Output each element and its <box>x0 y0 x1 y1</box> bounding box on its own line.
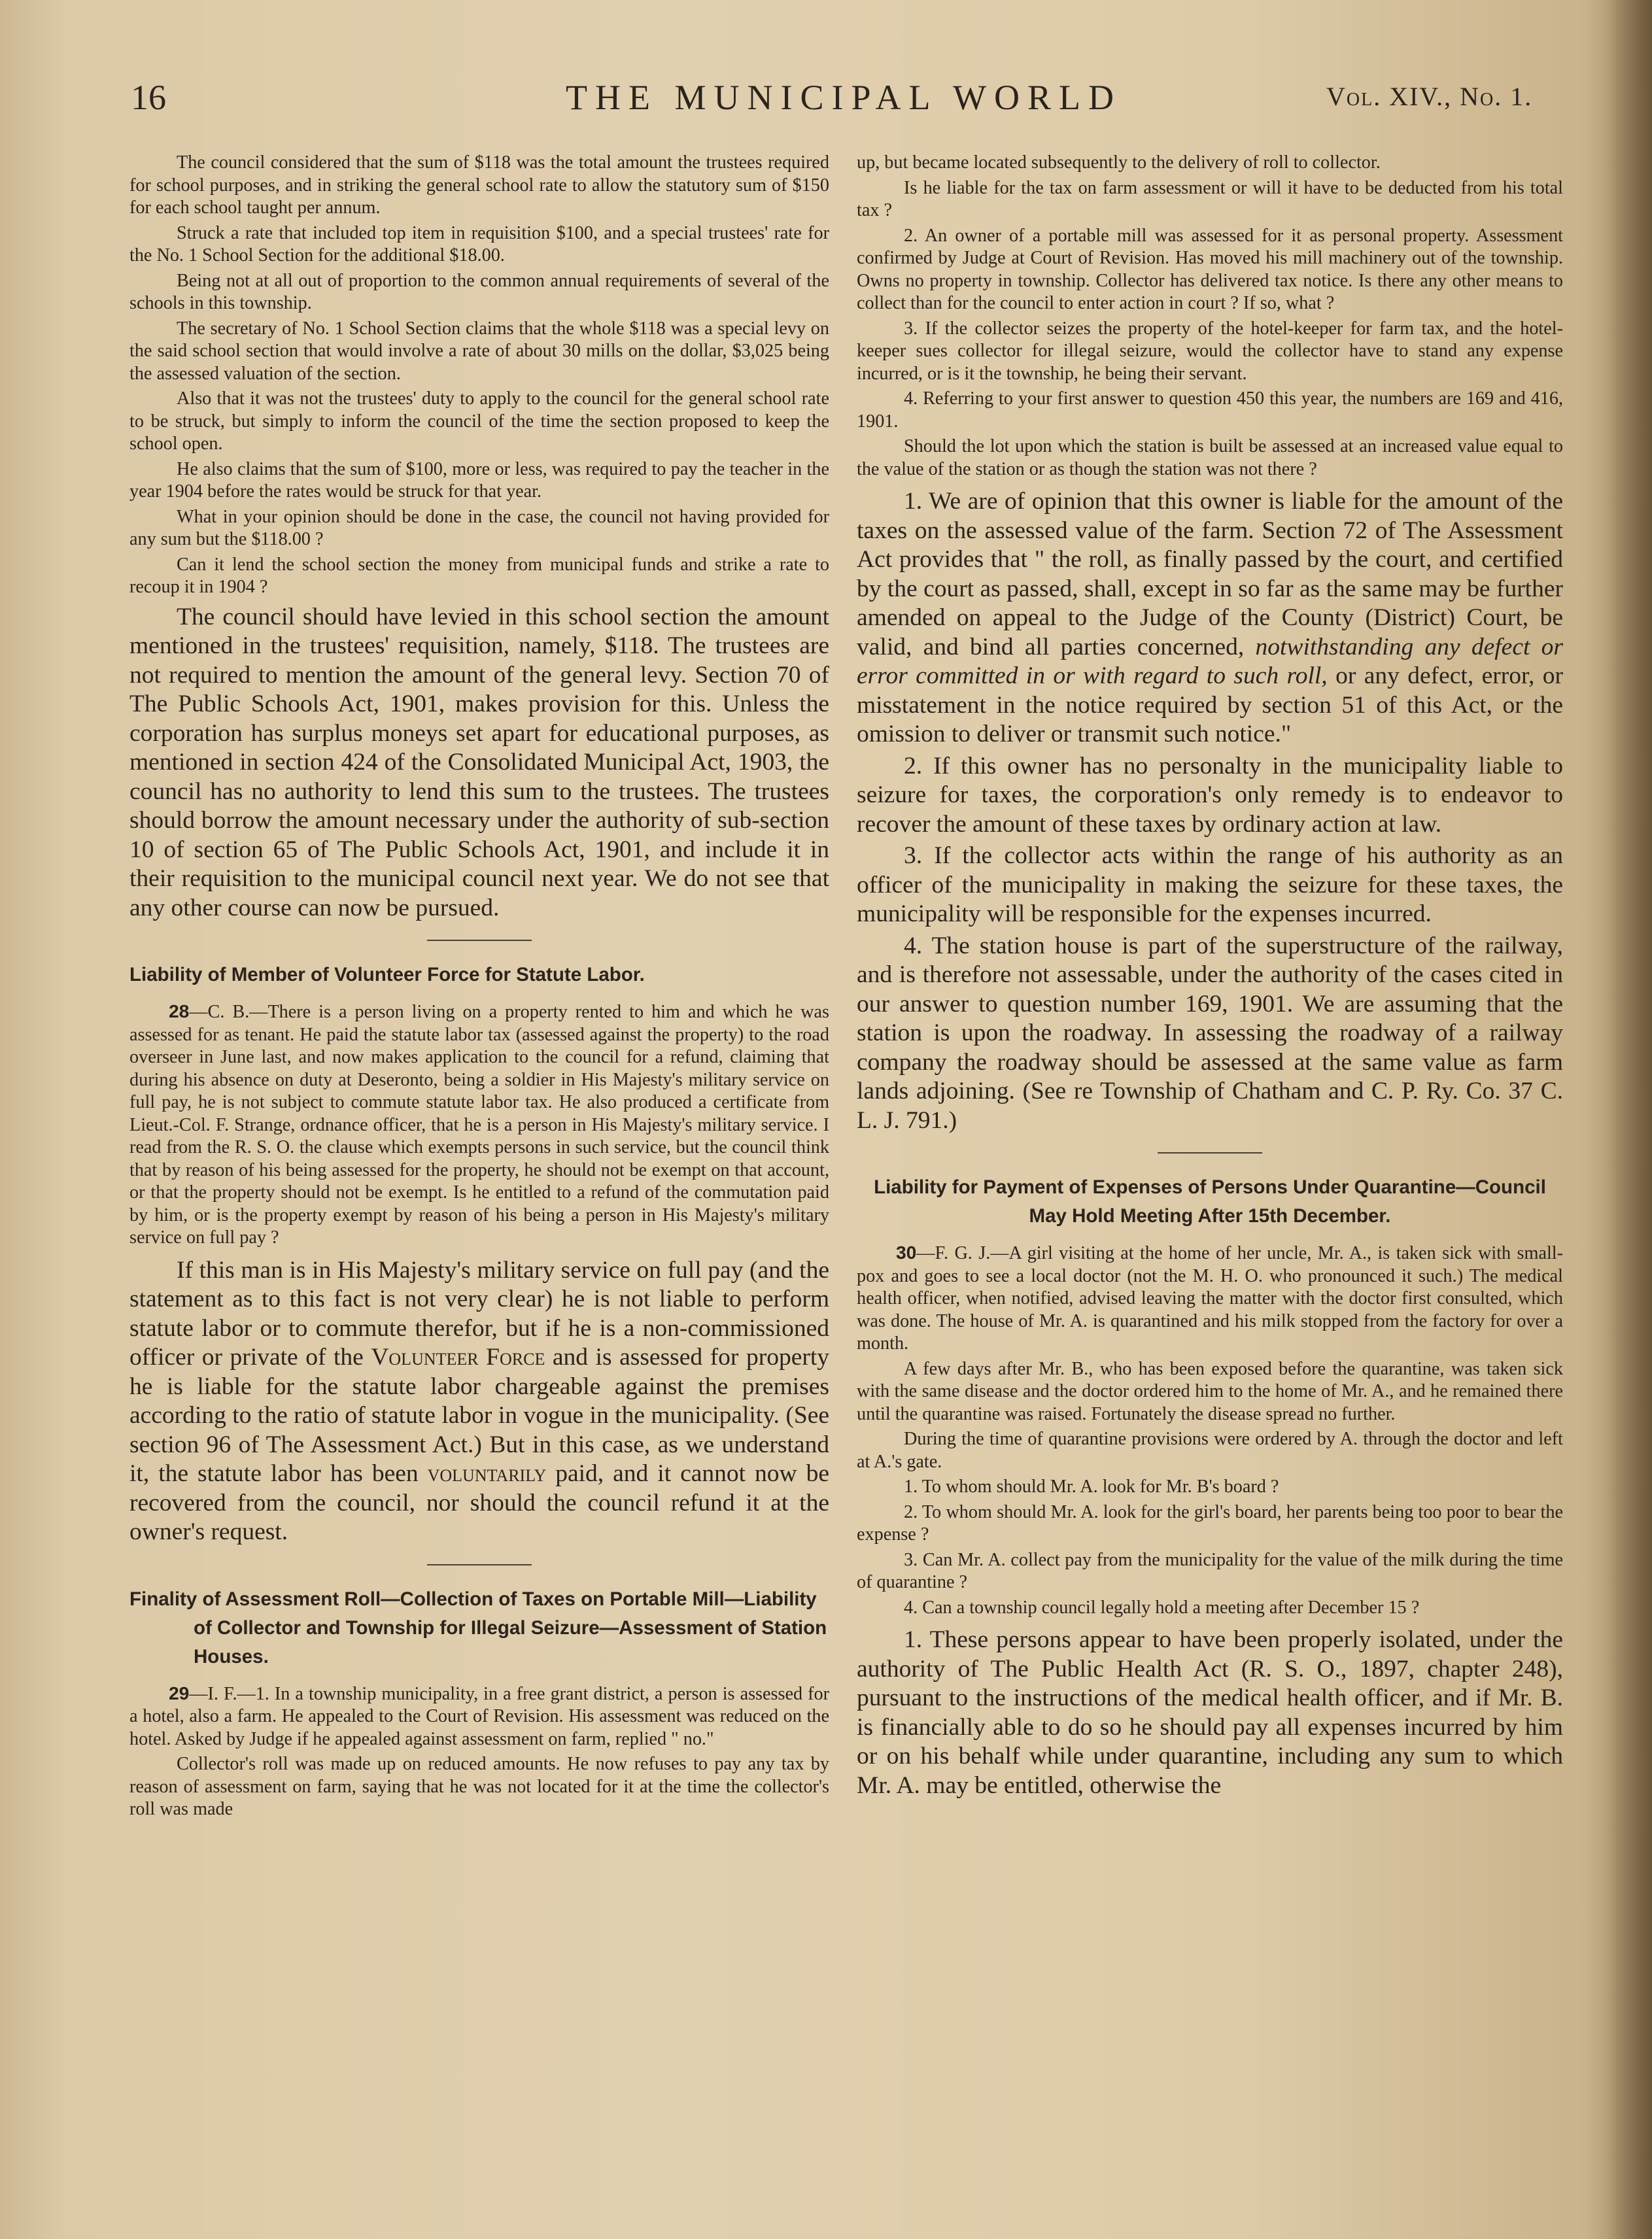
small-caps-term: Volunteer Force <box>371 1344 545 1371</box>
small-caps-term: voluntarily <box>427 1460 547 1487</box>
section-heading: Liability for Payment of Expenses of Persons Under Quarantine—Council May Hold Meeting After 15th December. <box>874 1176 1546 1227</box>
section-heading: Finality of Assessment Roll—Collection of Taxes on Portable Mill—Liability of Collector and Township for Illegal Seizure—Assessment of Station Houses. <box>129 1588 827 1667</box>
question-paragraph: Is he liable for the tax on farm assessment or will it have to be deducted from his total tax ? <box>857 177 1563 220</box>
answer-paragraph <box>129 1256 829 1547</box>
answer-paragraph: The council should have levied in this school section the amount mentioned in the trustees' requisition, namely, $118. The trustees are not required to mention the amount of the general levy. Section 70 of The Public Schools Act, 1901, makes provision for this. Unless the corporation has surplus moneys set apart for educational purposes, as mentioned in section 424 of the Consolidated Municipal Act, 1903, the council has no authority to lend this sum to the trustees. The trustees should borrow the amount necessary under the authority of sub-section 10 of section 65 of The Public Schools Act, 1901, and include it in their requisition to the municipal council next year. We do not see that any other course can now be pursued. <box>129 603 829 921</box>
question-paragraph: Collector's roll was made up on reduced amounts. He now refuses to pay any tax by reason of assessment on farm, saying that he was not located for it at the time the collector's roll was made <box>129 1754 829 1819</box>
question-paragraph: 3. Can Mr. A. collect pay from the municipality for the value of the milk during the time of quarantine ? <box>857 1549 1563 1592</box>
question-paragraph: A few days after Mr. B., who has been exposed before the quarantine, was taken sick with the same disease and the doctor ordered him to the home of Mr. A., and he remained there until the quarantine was raised. Fortunately the disease spread no further. <box>857 1358 1563 1424</box>
publication-title: THE MUNICIPAL WORLD <box>566 78 1122 117</box>
answer-paragraph <box>857 487 1563 749</box>
question-paragraph: Struck a rate that included top item in requisition $100, and a special trustees' rate for the No. 1 School Section for the additional $18.00. <box>129 222 829 265</box>
section-divider <box>427 1564 532 1565</box>
question-number: 29 <box>169 1682 190 1703</box>
answer-text: 1. We are of opinion that this owner is liable for the amount of the taxes on the assessed value of the farm. Section 72 of The Assessment Act provides that " the roll, as finally passed by the court, and certified by the court as passed, shall, except in so far as the same may be further amended on appeal to the Judge of the County (District) Court, be valid, and bind all parties concerned, <box>857 488 1563 660</box>
question-paragraph: 1. To whom should Mr. A. look for Mr. B's board ? <box>904 1477 1279 1497</box>
question-paragraph: up, but became located subsequently to the delivery of roll to collector. <box>857 152 1381 173</box>
question-paragraph: 2. An owner of a portable mill was assessed for it as personal property. Assessment confirmed by Judge at Court of Revision. Has moved his mill machinery out of the township. Owns no property in township. Collector has delivered tax notice. Is there any other means to collect than for the council to enter action in court ? If so, what ? <box>857 225 1563 313</box>
volume-number: Vol. XIV., No. 1. <box>1326 82 1533 111</box>
binding-shadow <box>1606 0 1652 2239</box>
section-divider <box>1158 1152 1262 1154</box>
question-text: —I. F.—1. In a township municipality, in a free grant district, a person is assessed for a hotel, also a farm. He appealed to the Court of Revision. His assessment was reduced on the hotel. Asked by Judge if he appealed against assessment on farm, replied " no." <box>129 1683 829 1749</box>
answer-text: and is assessed for property he is liable for the statute labor chargeable against the premises according to the ratio of statute labor in vogue in the municipality. (See section 96 of The Assessment Act.) But in this case, as we understand it, the statute labor has been <box>129 1344 829 1487</box>
question-paragraph: He also claims that the sum of $100, more or less, was required to pay the teacher in the year 1904 before the rates would be struck for that year. <box>129 458 829 502</box>
question-number: 30 <box>896 1242 917 1263</box>
question-paragraph: The secretary of No. 1 School Section claims that the whole $118 was a special levy on the said school section that would involve a rate of about 30 mills on the dollar, $3,025 being the assessed valuation of the section. <box>129 318 829 384</box>
question-text: —C. B.—There is a person living on a property rented to him and which he was assessed for as tenant. He paid the statute labor tax (assessed against the property) to the road overseer in June last, and now makes application to the council for a refund, claiming that during his absence on duty at Deseronto, being a soldier in His Majesty's military service on full pay, he is not subject to commute statute labor tax. He also produced a certificate from Lieut.-Col. F. Strange, ordnance officer, that he is a person in His Majesty's military service. I read from the R. S. O. the clause which exempts persons in such service, but the council think that by reason of his being assessed for the property, he should not be exempt on that account, or that the property should not be exempt. Is he entitled to a refund of the commutation paid by him, or is the property exempt by reason of his being a person in His Majesty's military service on full pay ? <box>129 1002 829 1248</box>
answer-paragraph: 3. If the collector acts within the range of his authority as an officer of the municipality in making the seizure for these taxes, the municipality will be responsible for the expenses incurred. <box>857 842 1563 927</box>
question-paragraph: 4. Can a township council legally hold a meeting after December 15 ? <box>904 1597 1420 1618</box>
answer-text: paid, and it cannot now be recovered from the council, nor should the council refund it at the owner's request. <box>129 1460 829 1545</box>
right-column <box>857 152 1563 1803</box>
question-paragraph: What in your opinion should be done in the case, the council not having provided for any sum but the $118.00 ? <box>129 506 829 549</box>
italic-quote: notwithstanding any defect or error committed in or with regard to such roll, <box>857 633 1563 689</box>
question-paragraph: The council considered that the sum of $118 was the total amount the trustees required for school purposes, and in striking the general school rate to allow the statutory sum of $150 for each school taught per annum. <box>129 152 829 218</box>
question-30 <box>857 1241 1563 1356</box>
answer-paragraph: 4. The station house is part of the superstructure of the railway, and is therefore not assessable, under the authority of the cases cited in our answer to question number 169, 1901. We are assuming that the station is upon the roadway. In assessing the roadway of a railway company the roadway should be assessed at the same value as farm lands adjoining. (See re Township of Chatham and C. P. Ry. Co. 37 C. L. J. 791.) <box>857 932 1563 1134</box>
running-header <box>0 77 1652 129</box>
question-paragraph: Should the lot upon which the station is built be assessed at an increased value equal to the value of the station or as though the station was not there ? <box>857 436 1563 479</box>
left-column <box>129 152 829 1824</box>
question-number: 28 <box>169 1000 190 1021</box>
section-heading: Liability of Member of Volunteer Force for Statute Labor. <box>129 964 645 985</box>
question-paragraph: 3. If the collector seizes the property of the hotel-keeper for farm tax, and the hotel-keeper sues collector for illegal seizure, would the collector have to stand any expense incurred, or is it the township, he being their servant. <box>857 318 1563 384</box>
answer-paragraph: 1. These persons appear to have been properly isolated, under the authority of The Public Health Act (R. S. O., 1897, chapter 248), pursuant to the instructions of the medical health officer, and if Mr. B. is financially able to do so he should pay all expenses incurred by him or on his behalf while under quarantine, including any sum to which Mr. A. may be entitled, otherwise the <box>857 1626 1563 1799</box>
question-text: —F. G. J.—A girl visiting at the home of her uncle, Mr. A., is taken sick with small-pox and goes to see a local doctor (not the M. H. O. who pronounced it such.) The medical health officer, when notified, advised leaving the matter with the doctor first consulted, which was done. The house of Mr. A. is quarantined and his milk stopped from the factory for over a month. <box>857 1243 1563 1354</box>
page-number: 16 <box>131 78 166 117</box>
answer-text: If this man is in His Majesty's military service on full pay (and the statement as to this fact is not very clear) he is not liable to perform statute labor or to commute therefor, but if he is a non-commissioned officer or private of the <box>129 1256 829 1371</box>
section-divider <box>427 940 532 941</box>
question-28 <box>129 1000 829 1250</box>
answer-paragraph: 2. If this owner has no personalty in the municipality liable to seizure for taxes, the corporation's only remedy is to endeavor to recover the amount of these taxes by ordinary action at law. <box>857 752 1563 838</box>
answer-text: or any defect, error, or misstatement in the notice required by section 51 of this Act, or the omission to deliver or transmit such notice." <box>857 662 1563 747</box>
question-paragraph: Can it lend the school section the money from municipal funds and strike a rate to recoup it in 1904 ? <box>129 554 829 597</box>
question-paragraph: During the time of quarantine provisions were ordered by A. through the doctor and left at A.'s gate. <box>857 1429 1563 1472</box>
question-paragraph: Also that it was not the trustees' duty to apply to the council for the general school rate to be struck, but simply to inform the council of the time the section proposed to keep the school open. <box>129 388 829 454</box>
question-paragraph: Being not at all out of proportion to the common annual requirements of several of the schools in this township. <box>129 270 829 313</box>
question-29 <box>129 1682 829 1751</box>
question-paragraph: 4. Referring to your first answer to question 450 this year, the numbers are 169 and 416, 1901. <box>857 388 1563 432</box>
question-paragraph: 2. To whom should Mr. A. look for the girl's board, her parents being too poor to bear the expense ? <box>857 1501 1563 1545</box>
